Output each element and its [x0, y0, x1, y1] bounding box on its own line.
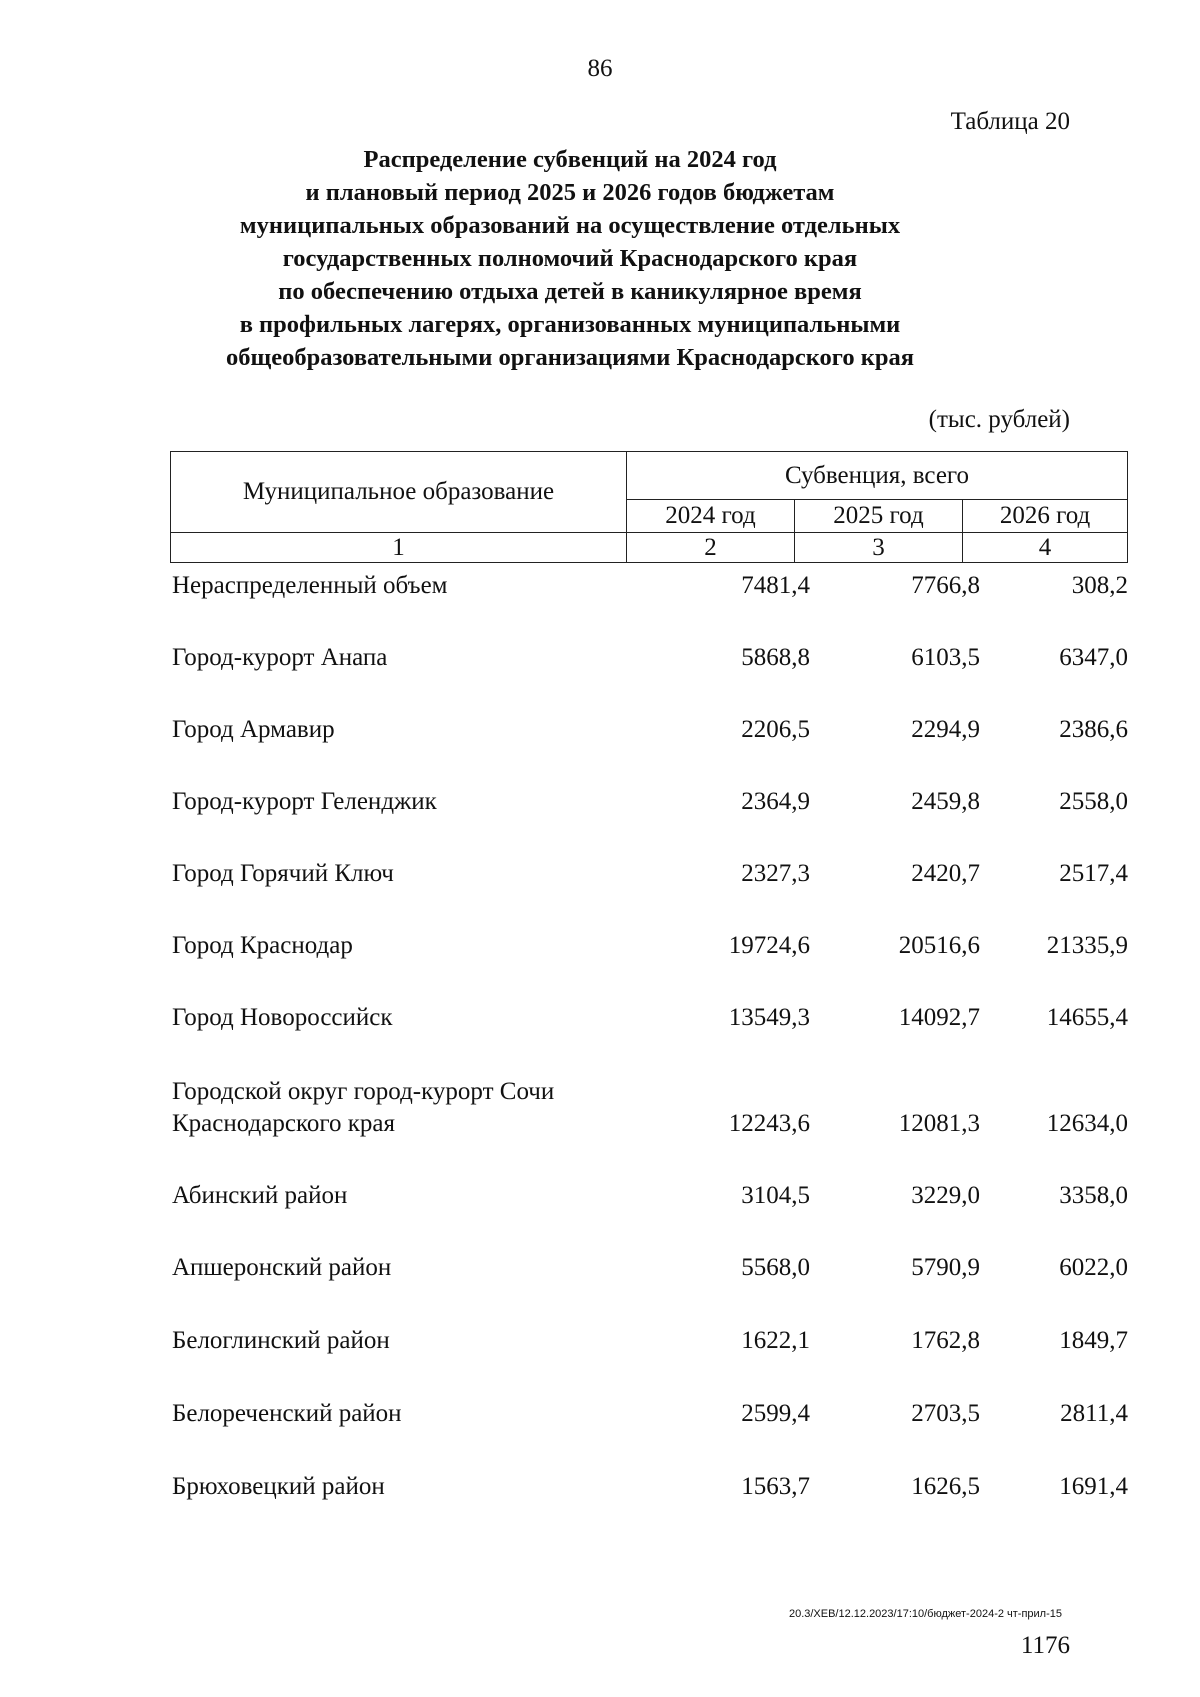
value-2024: 12243,6: [728, 1110, 810, 1137]
value-2025: 2703,5: [911, 1400, 980, 1427]
table-row: [170, 930, 1130, 962]
value-2026: 2558,0: [1059, 788, 1128, 815]
value-2026: 2386,6: [1059, 716, 1128, 743]
footer-code: 20.3/ХЕВ/12.12.2023/17:10/бюджет-2024-2 чт-прил-15: [788, 1608, 1062, 1620]
table-row: [170, 1252, 1130, 1284]
table-row: [170, 570, 1130, 602]
value-2026: 3358,0: [1059, 1182, 1128, 1209]
value-2026: 1849,7: [1059, 1327, 1128, 1354]
table-header: [170, 451, 1128, 563]
value-2025: 5790,9: [911, 1254, 980, 1281]
header-year-2024: 2024 год: [627, 500, 795, 533]
municipality-name: Городской округ город-курорт Сочи Краснодарского края: [172, 1078, 555, 1137]
municipality-name: Белореченский район: [172, 1400, 402, 1427]
value-2024: 2327,3: [741, 860, 810, 887]
value-2025: 2459,8: [911, 788, 980, 815]
title-line: муниципальных образований на осуществление отдельных: [239, 212, 901, 239]
municipality-name: Город Новороссийск: [172, 1004, 393, 1031]
value-2026: 2517,4: [1059, 860, 1128, 887]
value-2026: 6022,0: [1059, 1254, 1128, 1281]
value-2026: 308,2: [1071, 572, 1128, 599]
header-municipality: Муниципальное образование: [171, 452, 627, 533]
value-2024: 1622,1: [741, 1327, 810, 1354]
value-2025: 2294,9: [911, 716, 980, 743]
value-2025: 6103,5: [911, 644, 980, 671]
value-2024: 5568,0: [741, 1254, 810, 1281]
header-year-2025: 2025 год: [795, 500, 963, 533]
municipality-name: Город-курорт Геленджик: [172, 788, 437, 815]
municipality-name: Город Краснодар: [172, 932, 353, 959]
value-2024: 5868,8: [741, 644, 810, 671]
title-line: по обеспечению отдыха детей в каникулярное время: [278, 278, 862, 305]
value-2024: 13549,3: [728, 1004, 810, 1031]
municipality-name: Нераспределенный объем: [172, 572, 448, 599]
value-2026: 1691,4: [1059, 1473, 1128, 1500]
municipality-name: Брюховецкий район: [172, 1473, 385, 1500]
value-2024: 7481,4: [741, 572, 810, 599]
title-line: государственных полномочий Краснодарского края: [282, 245, 858, 272]
value-2025: 7766,8: [911, 572, 980, 599]
value-2024: 2599,4: [741, 1400, 810, 1427]
municipality-name: Город-курорт Анапа: [172, 644, 388, 671]
municipality-name: Город Горячий Ключ: [172, 860, 394, 887]
title-line: Распределение субвенций на 2024 год: [363, 146, 777, 173]
value-2024: 1563,7: [741, 1473, 810, 1500]
table-row: [170, 714, 1130, 746]
value-2026: 2811,4: [1060, 1400, 1128, 1427]
value-2024: 2364,9: [741, 788, 810, 815]
page-number: 86: [587, 55, 613, 82]
municipality-name: Город Армавир: [172, 716, 335, 743]
municipality-name: Белоглинский район: [172, 1327, 390, 1354]
header-year-2026: 2026 год: [963, 500, 1128, 533]
table-row: [170, 858, 1130, 890]
title-line: в профильных лагерях, организованных муниципальными: [239, 311, 901, 338]
value-2024: 2206,5: [741, 716, 810, 743]
header-col-number: 1: [171, 533, 627, 563]
units-label: (тыс. рублей): [928, 406, 1070, 433]
header-subvention-total: Субвенция, всего: [627, 452, 1128, 500]
table-row: [170, 786, 1130, 818]
table-label: Таблица 20: [950, 108, 1070, 135]
table-row: [170, 1471, 1130, 1503]
municipality-name: Абинский район: [172, 1182, 348, 1209]
value-2025: 20516,6: [898, 932, 980, 959]
value-2025: 12081,3: [898, 1110, 980, 1137]
header-col-number: 3: [795, 533, 963, 563]
table-row: [170, 1076, 1130, 1140]
value-2026: 6347,0: [1059, 644, 1128, 671]
value-2025: 1762,8: [911, 1327, 980, 1354]
value-2025: 1626,5: [911, 1473, 980, 1500]
value-2026: 14655,4: [1046, 1004, 1128, 1031]
value-2025: 2420,7: [911, 860, 980, 887]
value-2026: 21335,9: [1046, 932, 1128, 959]
table-row: [170, 1180, 1130, 1212]
table-title: [180, 143, 960, 374]
municipality-name: Апшеронский район: [172, 1254, 392, 1281]
value-2024: 19724,6: [728, 932, 810, 959]
sheet-number: 1176: [1020, 1632, 1070, 1659]
value-2025: 14092,7: [898, 1004, 980, 1031]
value-2026: 12634,0: [1046, 1110, 1128, 1137]
table-row: [170, 1398, 1130, 1430]
title-line: и плановый период 2025 и 2026 годов бюджетам: [305, 179, 835, 206]
header-col-number: 4: [963, 533, 1128, 563]
title-line: общеобразовательными организациями Краснодарского края: [226, 344, 914, 371]
table-row: [170, 642, 1130, 674]
table-row: [170, 1325, 1130, 1357]
header-col-number: 2: [627, 533, 795, 563]
value-2025: 3229,0: [911, 1182, 980, 1209]
table-row: [170, 1002, 1130, 1034]
value-2024: 3104,5: [741, 1182, 810, 1209]
